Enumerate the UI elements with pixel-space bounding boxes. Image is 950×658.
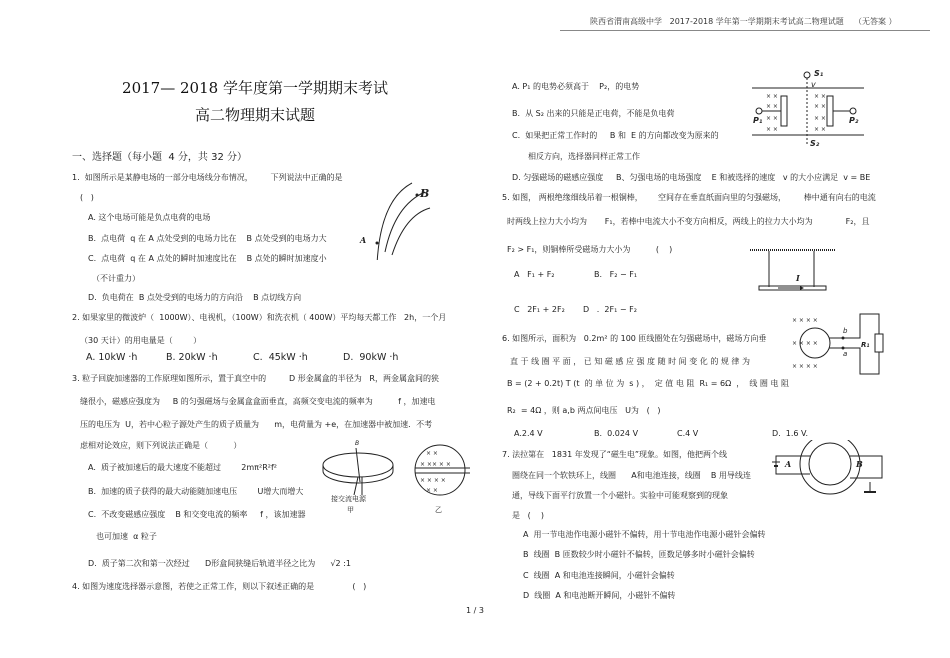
q5-option-b: B. F₂ − F₁ [594,270,638,279]
page-header: 陕西省渭南高级中学 2017-2018 学年第一学期期末考试高二物理试题 （无答案 ） [590,17,897,26]
fig-b-label: B [355,440,360,447]
q2-option-c: C. 45kW ·h [253,352,308,363]
q7-option-b: B 线圈 B 匝数较少时小磁针不偏转，匝数足够多时小磁针会偏转 [523,550,755,559]
q3-option-c: C. 不改变磁感应强度 B 和交变电流的频率 f ，该加速器 [88,510,306,519]
q3-option-c-cont: 也可加速 α 粒子 [96,532,157,541]
fig-label-b: B [420,187,430,200]
section-heading: 一、选择题（每小题 4 分，共 32 分） [72,152,247,163]
fig-s1-label: S₁ [814,69,824,78]
fig-ac-source-label: 接交流电源 [331,495,366,503]
q5-stem-1: 5. 如图， 两根绝缘细线吊着一根铜棒， 空间存在垂直纸面向里的匀强磁场， 棒中通有向右的电流 [502,193,876,202]
coil-resistor-figure [790,310,885,380]
q6-option-c: C.4 V [677,429,699,438]
svg-text:× ×: × × [814,126,826,133]
svg-text:× × × ×: × × × × [792,340,818,347]
suspended-rod-figure [748,245,840,295]
velocity-selector-figure [748,70,868,150]
q6-stem-3: B = (2 + 0.2t) T (t 的 单 位 为 s ) ， 定 值 电 阻 R₁ = 6Ω ， 线 圈 电 阻 [507,379,790,388]
q2-stem-cont: （30 天计）的用电量是（ ） [80,336,202,345]
q6-stem-2: 直 于 线 圈 平 面 ， 已 知 磁 感 应 强 度 随 时 间 变 化 的 规 律 为 [510,357,750,366]
header-rule [560,30,930,31]
q3-option-d: D. 质子第二次和第一次经过 D形盒间狭缝后轨道半径之比为 √2 :1 [88,559,351,568]
svg-text:× × × ×: × × × × [420,477,446,484]
q1-option-c-note: （不计重力） [92,274,140,283]
fig-b-terminal: b [843,327,848,335]
svg-text:× ×: × × [766,126,778,133]
q3-option-b: B. 加速的质子获得的最大动能随加速电压 U增大而增大 [88,487,304,496]
q6-stem-1: 6. 如图所示，面积为 0.2m² 的 100 匝线圈处在匀强磁场中，磁场方向垂 [502,334,767,343]
q7-option-c: C 线圈 A 和电池连接瞬间，小磁针会偏转 [523,571,675,580]
q5-stem-3: F₂ > F₁，则铜棒所受磁场力大小为 ( ) [507,245,673,254]
q6-stem-4: R₂ = 4Ω ，则 a,b 两点间电压 U为 ( ) [507,406,661,415]
fig-coil-a-label: A [785,459,792,469]
q3-stem-3: 压的电压为 U，若中心粒子源处产生的质子质量为 m，电荷量为 +e，在加速器中被加速．不考 [80,420,433,429]
q3-stem-2: 缝很小，磁感应强度为 B 的匀强磁场与金属盒盒面垂直，高频交变电流的频率为 f ，加速电 [80,397,436,406]
q2-option-a: A. 10kW ·h [86,352,138,363]
fig-p1-label: P₁ [753,116,763,125]
fig-r1-label: R₁ [861,341,870,349]
faraday-ring-figure [770,440,885,500]
fig-p2-label: P₂ [849,116,859,125]
q7-stem-1: 7. 法拉第在 1831 年发现了“磁生电”现象。如图，他把两个线 [502,450,727,459]
q7-stem-2: 圈绕在同一个软铁环上，线圈 A和电池连接，线圈 B 用导线连 [512,471,751,480]
q4-option-b: B. 从 S₂ 出来的只能是正电荷，不能是负电荷 [512,109,675,118]
exam-title: 2017— 2018 学年度第一学期期末考试 [122,79,388,97]
q5-option-a: A F₁ + F₂ [514,270,555,279]
q4-stem: 4. 如图为速度选择器示意图，若使之正常工作，则以下叙述正确的是 ( ) [72,582,367,591]
fig-label-a: A [360,235,367,245]
q1-option-a: A. 这个电场可能是负点电荷的电场 [88,213,211,222]
q4-option-d: D. 匀强磁场的磁感应强度 B、匀强电场的电场强度 E 和被选择的速度 v 的大小应满足 v = BE [512,173,871,182]
q5-option-d: D . 2F₁ − F₂ [583,305,637,314]
svg-text:× ×× × ×: × ×× × × [420,461,451,468]
q6-option-d: D. 1.6 V. [772,429,809,438]
svg-text:× × × ×: × × × × [792,363,818,370]
q1-answer-blank: ( ) [80,193,94,202]
fig-s2-label: S₂ [810,139,820,148]
q5-option-c: C 2F₁ + 2F₂ [514,305,565,314]
svg-text:× ×: × × [814,103,826,110]
q6-option-b: B. 0.024 V [594,429,639,438]
page-number: 1 / 3 [466,606,484,615]
exam-subtitle: 高二物理期末试题 [194,106,316,124]
q7-stem-4: 是 ( ) [512,511,545,520]
fig-jia-label: 甲 [347,506,354,514]
q6-option-a: A.2.4 V [514,429,543,438]
fig-current-label: I [796,273,800,283]
svg-text:× ×: × × [766,115,778,122]
svg-text:× ×: × × [814,93,826,100]
q2-stem: 2. 如果家里的微波炉（ 1000W）、电视机，（100W）和洗衣机（ 400W）平均每天都工作 2h，一个月 [72,313,447,322]
q2-option-b: B. 20kW ·h [166,352,218,363]
q7-stem-3: 通，导线下面平行放置一个小磁针。实验中可能观察到的现象 [512,491,728,500]
fig-coil-b-label: B [856,459,863,469]
fig-v-label: v [811,80,816,89]
q1-option-b: B. 点电荷 q 在 A 点处受到的电场力比在 B 点处受到的电场力大 [88,234,327,243]
q4-option-c: C. 如果把正常工作时的 B 和 E 的方向都改变为原来的 [512,131,719,140]
svg-text:× ×: × × [766,93,778,100]
svg-text:× × × ×: × × × × [792,317,818,324]
svg-text:× ×: × × [426,450,438,457]
q1-stem: 1. 如图所示是某静电场的一部分电场线分布情况， 下列说法中正确的是 [72,173,343,182]
q4-option-c-cont: 相反方向，选择器同样正常工作 [528,152,640,161]
q1-option-c: C. 点电荷 q 在 A 点处的瞬时加速度比在 B 点处的瞬时加速度小 [88,254,327,263]
q1-option-d: D. 负电荷在 B 点处受到的电场力的方向沿 B 点切线方向 [88,293,302,302]
svg-text:× ×: × × [814,115,826,122]
q3-stem-1: 3. 粒子回旋加速器的工作原理如图所示，置于真空中的 D 形金属盒的半径为 R，两金属盒间的狭 [72,374,439,383]
svg-text:× ×: × × [766,103,778,110]
svg-text:× ×: × × [426,487,438,494]
q3-stem-4: 虑相对论效应，则下列说法正确是（ ） [80,441,242,450]
fig-yi-label: 乙 [435,506,442,514]
q7-option-a: A 用一节电池作电源小磁针不偏转，用十节电池作电源小磁针会偏转 [523,530,766,539]
q2-option-d: D. 90kW ·h [343,352,399,363]
q5-stem-2: 时两线上拉力大小均为 F₁，若棒中电流大小不变方向相反，两线上的拉力大小均为 F₂，且 [507,217,870,226]
q7-option-d: D 线圈 A 和电池断开瞬间，小磁针不偏转 [523,591,676,600]
q4-option-a: A. P₁ 的电势必须高于 P₂，的电势 [512,82,640,91]
q3-option-a: A. 质子被加速后的最大速度不能超过 2mπ²R²f² [88,463,277,472]
fig-a-terminal: a [843,350,848,358]
